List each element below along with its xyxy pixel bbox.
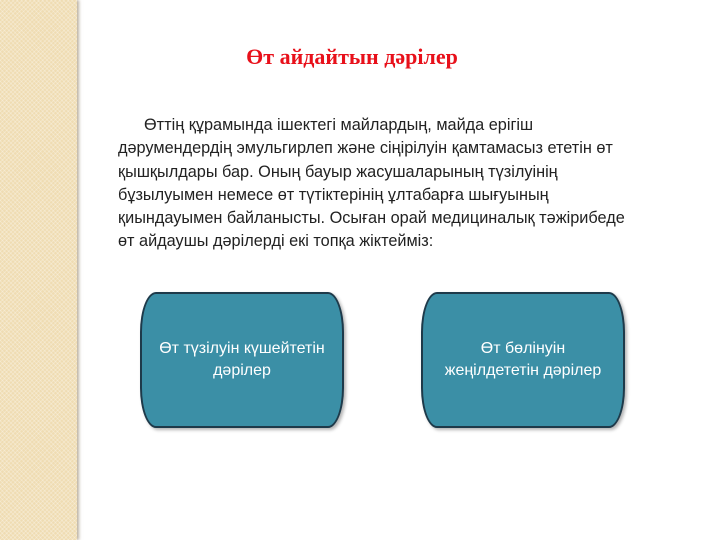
decorative-side-strip (0, 0, 77, 540)
slide-title-text: Өт айдайтын дәрілер (246, 44, 458, 69)
slide-title (0, 44, 720, 70)
category-box-bile-secretion (421, 292, 625, 428)
category-label: Өт бөлінуін жеңілдететін дәрілер (444, 340, 602, 379)
category-label: Өт түзілуін күшейтетін дәрілер (159, 340, 325, 379)
category-box-bile-formation (140, 292, 344, 428)
body-paragraph: Өттің құрамында ішектегі майлардың, майда ерігіш дәрумендердің эмульгирлеп және сіңірілуін қамтамасыз ететін өт қышқылдары бар. Оның бауыр жасушаларының түзілуінің бұзылуымен немесе өт түтіктерінің ұлтабарға шығуының қиындауымен байланысты. Осыған орай медициналық тәжірибеде өт айдаушы дәрілерді екі топқа жіктейміз: (118, 116, 625, 251)
